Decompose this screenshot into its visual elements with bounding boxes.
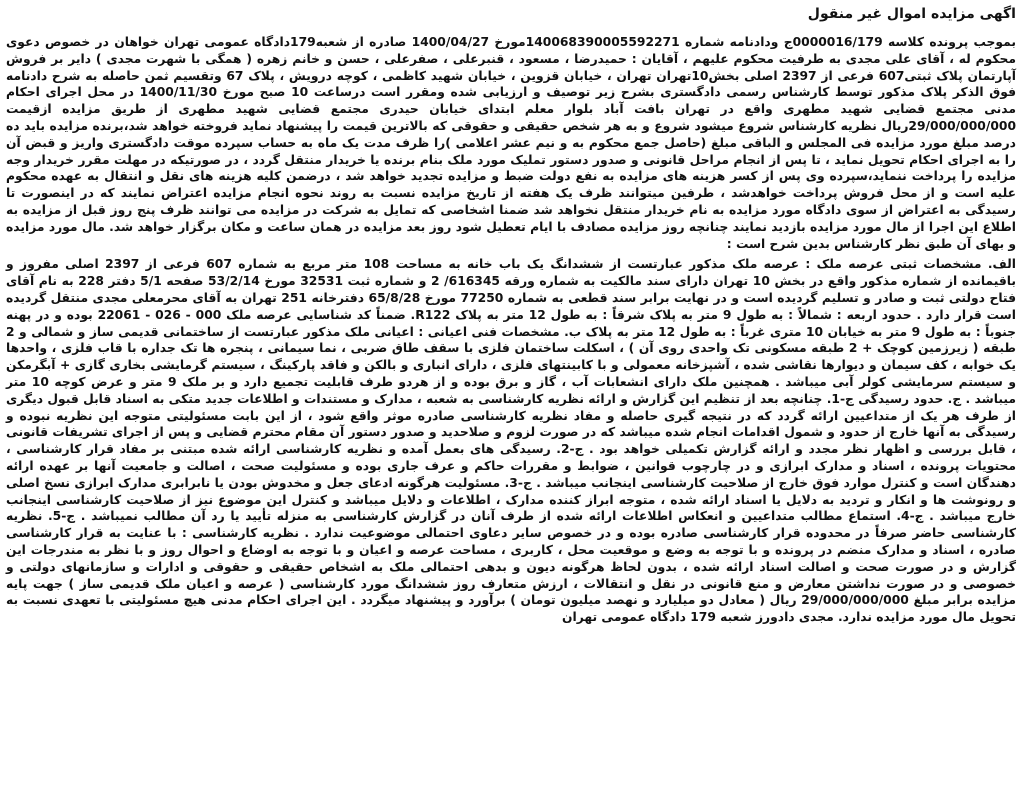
notice-paragraph-intro: بموجب پرونده کلاسه 0000016/179ج ودادنامه شماره 140068390005592271مورخ 1400/04/27 صادره از شعبه179دادگاه عمومی تهران خواهان در خصوص دعوی محکوم له ، آقای علی مجدی به طرفیت محکوم علیهم ، آقایان : حمیدرضا ، مسعود ، قنبرعلی ، صفرعلی ، حسن و خانم زهره ( همگی با شهرت مجدی ) دایر بر فروش آپارتمان پلاک ثبتی607 فرعی از 2397 اصلی بخش10تهران تهران ، خیابان قزوین ، خیابان شهید کاظمی ، کوچه درویش ، پلاک 67 وتقسیم ثمن حاصله به شرح دادنامه فوق الذکر پلاک مذکور توسط کارشناس رسمی دادگستری بشرح زیر توصیف و ارزیابی شده ومقرر است درساعت 10 صبح مورخ 1400/11/30 در محل اجرای احکام مدنی مجتمع قضایی شهید مطهری واقع در تهران بافت آباد بلوار معلم ابتدای خیابان حیدری مجتمع قضایی شهید مطهری از طریق مزایده ازقیمت 29/000/000/000ریال نظریه کارشناس شروع میشود شروع و به هر شخص حقیقی و حقوقی که بالاترین قیمت را پیشنهاد نماید فروخته خواهد شد،برنده مزایده باید ده درصد مبلغ مورد مزایده فی المجلس و الباقی مبلغ (حاصل جمع محکوم به و نیم عشر اعلامی )را ظرف مدت یک ماه به حساب سپرده موقت دادگستری واریز و قبض آن را به اجرای احکام تحویل نماید ، تا پس از انجام مراحل قانونی و صدور دستور تملیک مورد ملک بنام برنده یا خریدار منتقل گردد ، در صورتیکه در مهلت مقرر خریدار وجه مزایده را پرداخت ننماید،سپرده وی پس از کسر هزینه های مزایده به نفع دولت ضبط و مزایده تجدید خواهد شد ، درضمن کلیه هزینه های نقل و انتقال به عهده محکوم علیه است و از محل فروش پرداخت خواهدشد ، طرفین میتوانند ظرف یک هفته از تاریخ مزایده نسبت به روند نحوه انجام مزایده اعتراض نمایند که در اینصورت تا رسیدگی به اعتراض از سوی دادگاه مورد مزایده به نام خریدار منتقل نخواهد شد ضمنا اشخاصی که تمایل به شرکت در مزایده می توانند ظرف پنج روز قبل از مزایده به اطلاع این اجرا از مال مورد مزایده بازدید نمایند چنانچه روز مزایده مصادف با ایام تعطیل شود روز بعد مزایده در همان ساعت و مکان برگزار خواهد شد. مال مورد مزایده و بهای آن طبق نظر کارشناس بدین شرح است :	[6, 35, 1017, 251]
notice-paragraph-details: الف. مشخصات ثبتی عرصه ملک : عرصه ملک مذکور عبارتست از ششدانگ یک باب خانه به مساحت 108 متر مربع به شماره 607 فرعی از 2397 اصلی مفروز و باقیمانده از شماره مذکور واقع در بخش 10 تهران دارای سند مالکیت به شماره ورقه 616345/ 2 و شماره ثبت 32531 مورخ 53/2/14 صفحه 5/1 دفتر 228 به نام آقای فتاح دولتی ثبت و صادر و تسلیم گردیده است و در نهایت برابر سند قطعی به شماره 77250 مورخ 65/8/28 دفترخانه 251 تهران به آقای محرمعلی مجدی منتقل گردیده است قرار دارد . حدود اربعه : شمالاً : به طول 9 متر به پلاک شرقاً : به طول 12 متر به پلاک R122. ضمناً کد شناسایی عرصه ملک 000 - 026 - 22061 بوده و در پهنه جنوباً : به طول 9 متر به خیابان 10 متری غرباً : به طول 12 متر به پلاک ب. مشخصات فنی اعیانی : اعیانی ملک مذکور عبارتست از ساختمانی قدیمی ساز و شمالی و 2 طبقه ( زیرزمین کوچک + 2 طبقه مسکونی تک واحدی روی آن ) ، اسکلت ساختمان فلزی با سقف طاق ضربی ، نما سیمانی ، پنجره ها تک جداره با قاب فلزی ، واحدها یک خوابه ، کف سیمان و دیوارها نقاشی شده ، آشپزخانه معمولی و با کابینتهای فلزی ، دارای انباری و بالکن و فاقد پارکینگ ، سیستم گرمایشی بخاری گازی + آبگرمکن و سیستم سرمایشی کولر آبی میباشد . همچنین ملک دارای انشعابات آب ، گاز و برق بوده و از هردو طرف قابلیت تجمیع دارد و بر ملک 9 متر و عرض کوچه 10 متر میباشد . ج. حدود رسیدگی ج-1. چنانچه بعد از تنظیم این گزارش و ارائه نظریه کارشناسی به شعبه ، مدارک و مستندات و اطلاعات جدید متکی به اسناد قابل قبول دیگری از طرف هر یک از متداعیین ارائه گردد که در نتیجه گیری حاصله و مفاد نظریه کارشناسی صادره موثر واقع شود ، از این بابت مسئولیتی متوجه این نظریه نبوده و رسیدگی به آنها خارج از حدود و شمول اقدامات انجام شده میباشد که در صورت لزوم و صلاحدید و صدور دستور آن مقام محترم قضایی و پس از اجرای تشریفات قانونی ، قابل بررسی و اظهار نظر مجدد و ارائه گزارش تکمیلی خواهد بود . ج-2. رسیدگی های بعمل آمده و نظریه کارشناسی ارائه شده مبتنی بر مفاد قرار کارشناسی ، محتویات پرونده ، اسناد و مدارک ابرازی و در چارچوب قوانین ، ضوابط و مقررات حاکم و عرف جاری بوده و مسئولیت صحت ، اصالت و جامعیت آنها بر عهده ارائه دهندگان است و کنترل موارد فوق خارج از صلاحیت کارشناسی اینجانب میباشد . ج-3. مسئولیت هرگونه ادعای جعل و مخدوش بودن یا نابرابری مدارک ابرازی نسخ اصلی و رونوشت ها و انکار و تردید به دلایل یا اسناد ارائه شده ، متوجه ابراز کننده مدارک ، اطلاعات و دلایل میباشد و کنترل این موضوع نیز از صلاحیت کارشناسی اینجانب خارج میباشد . ج-4. استماع مطالب متداعیین و انعکاس اطلاعات ارائه شده از طرف آنان در گزارش کارشناسی به منزله تأیید یا رد آن مطالب نمیباشد . ج-5. نظریه کارشناسی حاضر صرفاً در محدوده قرار کارشناسی صادره بوده و در خصوص سایر دعاوی احتمالی موضوعیت ندارد . نظریه کارشناسی : با عنایت به قرار کارشناسی صادره ، اسناد و مدارک منضم در پرونده و با توجه به وضع و موقعیت محل ، کاربری ، مساحت عرصه و اعیان و با توجه به اوضاع و احوال روز و با نظر به مندرجات این گزارش و در صورت صحت و اصالت اسناد ارائه شده ، بدون لحاظ هرگونه دیون و بدهی احتمالی ملک به اشخاص حقیقی و حقوقی و ادارات و سازمانهای دولتی و خصوصی و در صورت نداشتن معارض و منع قانونی در نقل و انتقالات ، ارزش متعارف روز ششدانگ مورد کارشناسی ( عرصه و اعیان ملک قدیمی ساز ) جهت پایه مزایده برابر مبلغ 29/000/000/000 ریال ( معادل دو میلیارد و نهصد میلیون تومان ) برآورد و پیشنهاد میگردد . این اجرای احکام مدنی هیچ مسئولیتی با تعهدی نسبت به تحویل مال مورد مزایده ندارد. مجدی دادورز شعبه 179 دادگاه عمومی تهران	[6, 257, 1017, 625]
notice-title: اگهی مزایده اموال غیر منقول	[807, 6, 1016, 22]
